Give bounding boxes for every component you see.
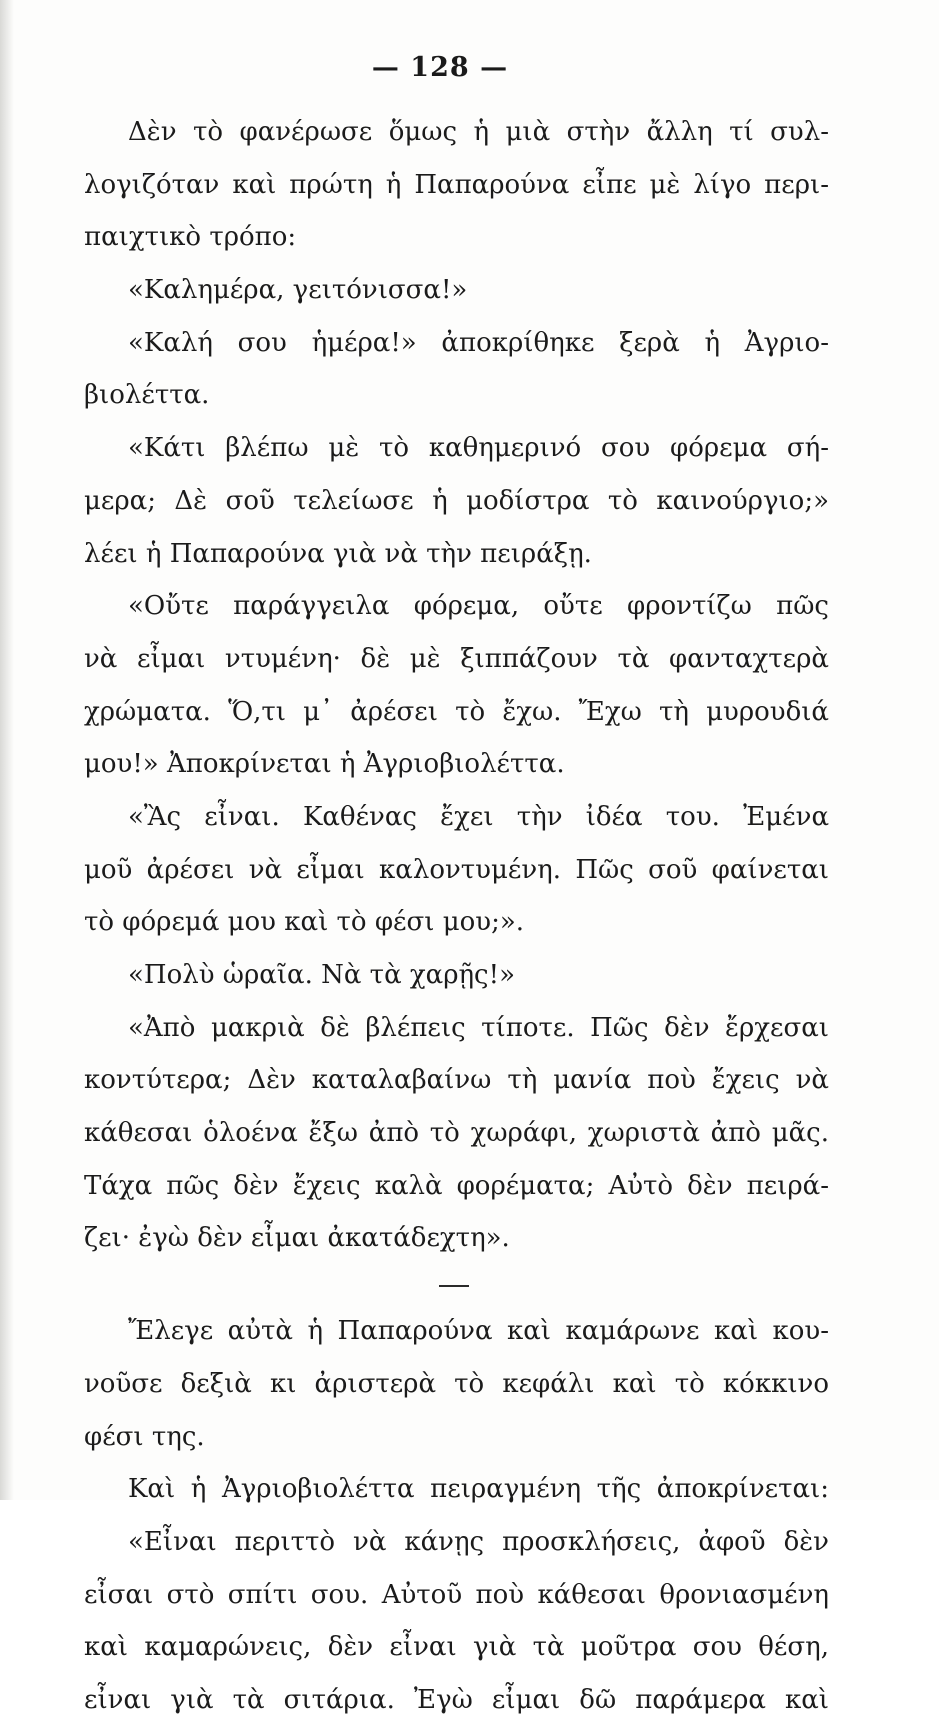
text-line: εἶσαι στὸ σπίτι σου. Αὐτοῦ ποὺ κάθεσαι θρονιασμένη bbox=[84, 1579, 829, 1610]
text-line: τὸ φόρεμά μου καὶ τὸ φέσι μου;». bbox=[84, 907, 524, 938]
paragraphs-after-divider bbox=[84, 1305, 829, 1727]
text-line: κάθεσαι ὁλοένα ἔξω ἀπὸ τὸ χωράφι, χωριστὰ ἀπὸ μᾶς. bbox=[84, 1118, 829, 1149]
text-line: λέει ἡ Παπαρούνα γιὰ νὰ τὴν πειράξῃ. bbox=[84, 538, 592, 569]
text-line: μερα; Δὲ σοῦ τελείωσε ἡ μοδίστρα τὸ καινούργιο;» bbox=[84, 485, 829, 516]
text-line: νὰ εἶμαι ντυμένη· δὲ μὲ ξιππάζουν τὰ φανταχτερὰ bbox=[84, 643, 829, 674]
text-line: «Ἀπὸ μακριὰ δὲ βλέπεις τίποτε. Πῶς δὲν ἔρχεσαι bbox=[128, 1012, 829, 1043]
text-line: εἶναι γιὰ τὰ σιτάρια. Ἐγὼ εἶμαι δῶ παράμερα καὶ bbox=[84, 1684, 829, 1715]
text-line: Τάχα πῶς δὲν ἔχεις καλὰ φορέματα; Αὐτὸ δὲν πειρά- bbox=[84, 1170, 829, 1201]
text-line: «Πολὺ ὡραῖα. Νὰ τὰ χαρῇς!» bbox=[128, 960, 515, 990]
page-number: — 128 — bbox=[371, 52, 509, 83]
text-line: «Ἂς εἶναι. Καθένας ἔχει τὴν ἰδέα του. Ἐμένα bbox=[128, 801, 829, 832]
text-line: «Κάτι βλέπω μὲ τὸ καθημερινό σου φόρεμα σή- bbox=[128, 433, 829, 464]
text-line: «Καλημέρα, γειτόνισσα!» bbox=[128, 275, 468, 306]
text-line: καὶ καμαρώνεις, δὲν εἶναι γιὰ τὰ μοῦτρα σου θέση, bbox=[84, 1632, 829, 1663]
text-line: παιχτικὸ τρόπο: bbox=[84, 222, 297, 253]
text-line: μοῦ ἀρέσει νὰ εἶμαι καλοντυμένη. Πῶς σοῦ φαίνεται bbox=[84, 854, 829, 885]
text-line: λογιζόταν καὶ πρώτη ἡ Παπαρούνα εἶπε μὲ λίγο περι- bbox=[84, 169, 829, 200]
text-line: ζει· ἐγὼ δὲν εἶμαι ἀκατάδεχτη». bbox=[84, 1223, 510, 1254]
section-divider bbox=[84, 1265, 829, 1305]
text-line: «Οὔτε παράγγειλα φόρεμα, οὔτε φροντίζω πῶς bbox=[128, 591, 829, 622]
text-line: φέσι της. bbox=[84, 1421, 205, 1452]
divider-rule bbox=[439, 1285, 469, 1287]
text-line: χρώματα. Ὅ,τι μ᾽ ἀρέσει τὸ ἔχω. Ἔχω τὴ μυρουδιά bbox=[84, 696, 829, 727]
text-line: «Καλή σου ἡμέρα!» ἀποκρίθηκε ξερὰ ἡ Ἀγριο- bbox=[128, 327, 829, 358]
text-line: Καὶ ἡ Ἀγριοβιολέττα πειραγμένη τῆς ἀποκρίνεται: bbox=[128, 1474, 829, 1505]
text-line: νοῦσε δεξιὰ κι ἀριστερὰ τὸ κεφάλι καὶ τὸ κόκκινο bbox=[84, 1368, 829, 1399]
text-line: «Εἶναι περιττὸ νὰ κάνῃς προσκλήσεις, ἀφοῦ δὲν bbox=[128, 1526, 829, 1557]
text-line: βιολέττα. bbox=[84, 380, 210, 411]
text-line: μου!» Ἀποκρίνεται ἡ Ἀγριοβιολέττα. bbox=[84, 749, 565, 780]
text-line: κοντύτερα; Δὲν καταλαβαίνω τὴ μανία ποὺ ἔχεις νὰ bbox=[84, 1065, 829, 1096]
paragraphs-before-divider bbox=[84, 106, 829, 1265]
body-text bbox=[84, 106, 829, 1727]
text-line: Ἔλεγε αὐτὰ ἡ Παπαρούνα καὶ καμάρωνε καὶ κου- bbox=[128, 1316, 829, 1347]
page-edge-shadow bbox=[0, 0, 14, 1500]
text-line: Δὲν τὸ φανέρωσε ὅμως ἡ μιὰ στὴν ἄλλη τί συλ- bbox=[128, 117, 829, 147]
